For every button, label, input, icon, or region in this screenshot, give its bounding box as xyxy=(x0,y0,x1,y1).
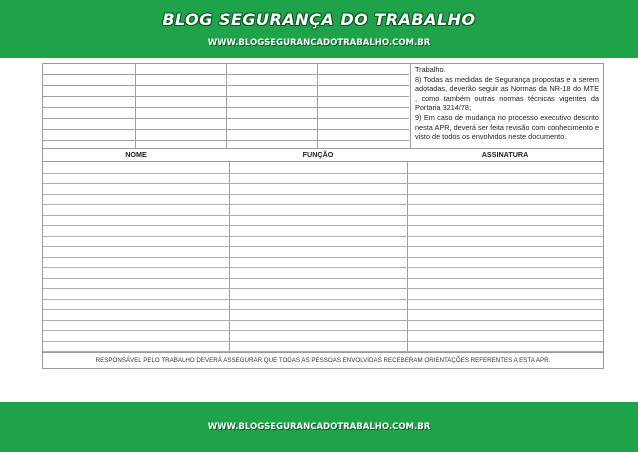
table-row-line xyxy=(43,278,603,279)
table-row-line xyxy=(43,330,603,331)
footer-url[interactable]: WWW.BLOGSEGURANCADOTRABALHO.COM.BR xyxy=(207,422,431,432)
table-row-line xyxy=(43,173,603,174)
blog-title: BLOG SEGURANÇA DO TRABALHO xyxy=(162,10,476,29)
table-row-line xyxy=(43,236,603,237)
column-header-assinatura: ASSINATURA xyxy=(481,150,529,159)
responsibility-note: RESPONSÁVEL PELO TRABALHO DEVERÁ ASSEGURAR QUE TODAS AS PESSOAS ENVOLVIDAS RECEBERAM ORIENTAÇÕES REFERENTES A ESTA APR. xyxy=(43,352,603,369)
table-row-line xyxy=(43,246,603,247)
column-header-funcao: FUNÇÃO xyxy=(302,150,334,159)
notes-line: Trabalho. xyxy=(415,65,446,74)
table-row-line xyxy=(43,257,603,258)
signature-table-header xyxy=(43,149,603,162)
apr-document xyxy=(42,63,604,369)
column-header-nome: NOME xyxy=(125,150,147,159)
header-band xyxy=(0,0,638,58)
table-row-line xyxy=(43,194,603,195)
notes-line: 9) Em caso de mudança no processo executivo descrito nesta APR, deverá ser feita revisão com conhecimento e visto de todos os envolvidos neste documento. xyxy=(415,112,599,142)
table-row-line xyxy=(43,267,603,268)
signature-table-body xyxy=(43,162,603,352)
table-row-line xyxy=(43,183,603,184)
previous-table-grid xyxy=(43,64,409,148)
footer-band xyxy=(0,402,638,452)
table-row-line xyxy=(43,299,603,300)
notes-text xyxy=(410,64,603,148)
table-row-line xyxy=(43,204,603,205)
table-row-line xyxy=(43,341,603,342)
notes-line: 8) Todas as medidas de Segurança propostas e a serem adotadas, deverão seguir as Normas da NR-18 do MTE , como também outras normas técnicas vigentes da Portaria 3214/78; xyxy=(415,74,599,113)
table-row-line xyxy=(43,320,603,321)
table-row-line xyxy=(43,288,603,289)
table-row-line xyxy=(43,309,603,310)
header-url[interactable]: WWW.BLOGSEGURANCADOTRABALHO.COM.BR xyxy=(207,38,431,48)
table-row-line xyxy=(43,215,603,216)
table-row-line xyxy=(43,225,603,226)
